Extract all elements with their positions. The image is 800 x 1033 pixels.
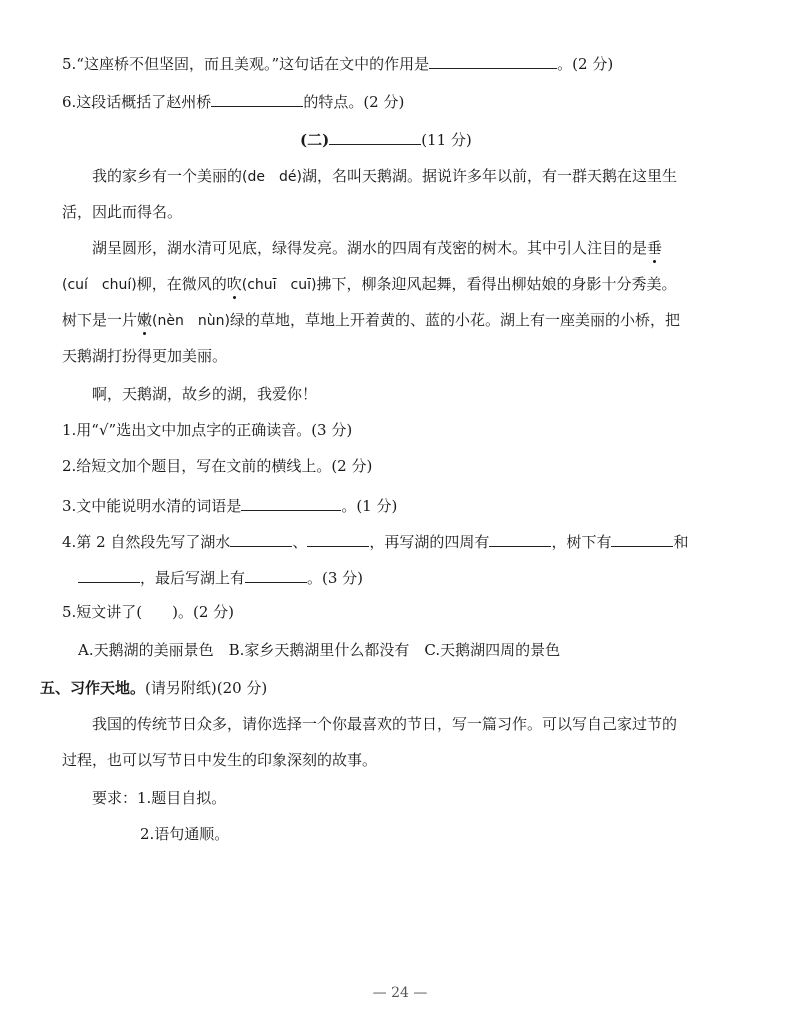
question-6-prev: 6.这段话概括了赵州桥 的特点。(2 分): [62, 90, 404, 112]
passage-line: 天鹅湖打扮得更加美丽。: [62, 347, 228, 365]
answer-blank[interactable]: [241, 494, 341, 511]
section-5-heading: 五、习作天地。(请另附纸)(20 分): [40, 679, 268, 697]
answer-blank[interactable]: [611, 530, 673, 547]
question-4-cont: ，最后写湖上有 。(3 分): [78, 566, 363, 588]
section-2-title: (二) (11 分): [300, 128, 472, 150]
answer-blank[interactable]: [489, 530, 551, 547]
essay-prompt-line: 过程，也可以写节日中发生的印象深刻的故事。: [62, 751, 378, 769]
question-2: 2.给短文加个题目，写在文前的横线上。(2 分): [62, 457, 373, 475]
essay-requirement: 2.语句通顺。: [140, 825, 230, 843]
question-1: 1.用“√”选出文中加点字的正确读音。(3 分): [62, 421, 353, 439]
answer-blank[interactable]: [245, 566, 307, 583]
title-blank[interactable]: [329, 128, 421, 145]
answer-blank[interactable]: [78, 566, 140, 583]
answer-blank[interactable]: [307, 530, 369, 547]
answer-blank[interactable]: [429, 52, 557, 69]
question-5: 5.短文讲了( )。(2 分): [62, 603, 235, 621]
passage-line: 活，因此而得名。: [62, 203, 183, 221]
answer-blank[interactable]: [211, 90, 303, 107]
dotted-char: 垂: [647, 239, 663, 257]
essay-prompt-line: 我国的传统节日众多，请你选择一个你最喜欢的节日，写一篇习作。可以写自己家过节的: [92, 715, 678, 733]
passage-line: 湖呈圆形，湖水清可见底，绿得发亮。湖水的四周有茂密的树木。其中引人注目的是垂: [92, 239, 663, 257]
passage-line: (cuí chuí)柳，在微风的吹(chuī cuī)拂下，柳条迎风起舞，看得出柳姑娘的身影十分秀美。: [62, 275, 677, 293]
dotted-char: 嫩: [137, 311, 153, 329]
passage-line: 我的家乡有一个美丽的(de dé)湖，名叫天鹅湖。据说许多年以前，有一群天鹅在这里生: [92, 167, 677, 185]
answer-blank[interactable]: [230, 530, 292, 547]
question-4: 4.第 2 自然段先写了湖水 、 ，再写湖的四周有 ，树下有 和: [62, 530, 688, 552]
question-5-options: A.天鹅湖的美丽景色 B.家乡天鹅湖里什么都没有 C.天鹅湖四周的景色: [78, 641, 561, 659]
essay-requirement: 要求：1.题目自拟。: [92, 789, 227, 807]
passage-line: 啊，天鹅湖，故乡的湖，我爱你！: [92, 385, 318, 403]
dotted-char: 吹: [226, 275, 242, 293]
page-number: — 24 —: [372, 985, 428, 1001]
passage-line: 树下是一片嫩(nèn nùn)绿的草地，草地上开着黄的、蓝的小花。湖上有一座美丽的小桥，把: [62, 311, 680, 329]
question-3: 3.文中能说明水清的词语是 。(1 分): [62, 494, 397, 516]
question-5-prev: 5.“这座桥不但坚固，而且美观。”这句话在文中的作用是 。(2 分): [62, 52, 613, 74]
